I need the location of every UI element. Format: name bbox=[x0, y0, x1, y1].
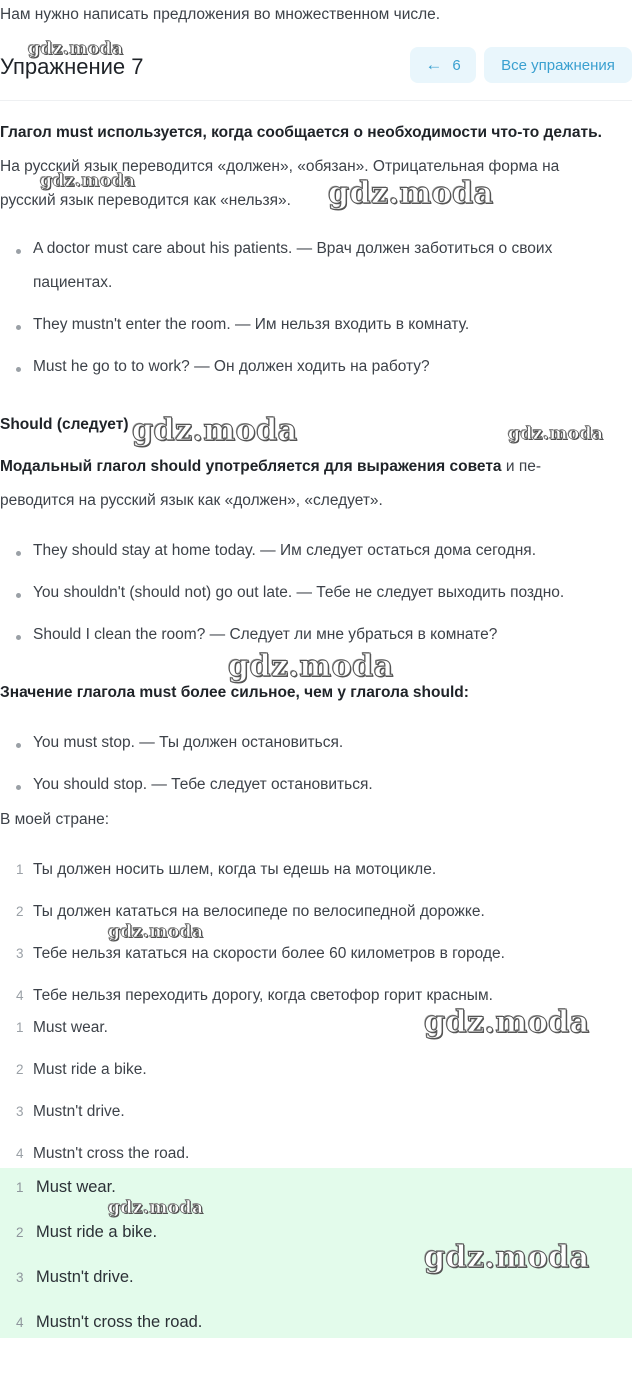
answer-item: 4 Mustn't cross the road. bbox=[16, 1145, 190, 1162]
watermark-logo: gdz.moda bbox=[508, 424, 604, 444]
intro-text: Нам нужно написать предложения во множественном числе. bbox=[0, 6, 441, 23]
all-exercises-label: Все упражнения bbox=[501, 56, 615, 74]
numbered-item: 2 Ты должен кататься на велосипеде по велосипедной дорожке. bbox=[16, 903, 485, 920]
must-rule-line3: русский язык переводится как «нельзя». bbox=[0, 192, 291, 209]
bullet-icon bbox=[16, 367, 21, 372]
list-item: You shouldn't (should not) go out late. — Тебе не следует выходить поздно. bbox=[16, 584, 564, 602]
watermark-logo: gdz.moda bbox=[108, 922, 204, 942]
list-item: A doctor must care about his patients. — Врач должен заботиться о своих bbox=[16, 240, 552, 258]
must-rule-bold: Глагол must используется, когда сообщается о необходимости что-то делать. bbox=[0, 124, 602, 141]
bullet-icon bbox=[16, 593, 21, 598]
watermark-logo: gdz.moda bbox=[228, 649, 394, 684]
should-rule: Модальный глагол should употребляется для выражения совета и пе- bbox=[0, 458, 541, 475]
watermark-logo: gdz.moda bbox=[40, 171, 136, 191]
page-title: Упражнение 7 bbox=[0, 54, 144, 79]
numbered-item: 3 Тебе нельзя кататься на скорости более 60 километров в городе. bbox=[16, 945, 505, 962]
watermark-logo: gdz.moda bbox=[328, 176, 494, 211]
list-item: You must stop. — Ты должен остановиться. bbox=[16, 734, 343, 752]
list-item: They mustn't enter the room. — Им нельзя входить в комнату. bbox=[16, 316, 469, 334]
compare-heading: Значение глагола must более сильное, чем у глагола should: bbox=[0, 684, 469, 701]
watermark-logo: gdz.moda bbox=[132, 413, 298, 448]
bullet-icon bbox=[16, 325, 21, 330]
answer-box-item: 1 Must wear. bbox=[16, 1178, 116, 1196]
answer-box-item: 3 Mustn't drive. bbox=[16, 1268, 134, 1286]
should-heading: Should (следует) bbox=[0, 416, 129, 433]
arrow-left-icon: ← bbox=[425, 55, 443, 74]
answer-item: 2 Must ride a bike. bbox=[16, 1061, 147, 1078]
prev-exercise-button[interactable] bbox=[410, 47, 476, 83]
watermark-logo: gdz.moda bbox=[424, 1240, 590, 1275]
watermark-logo: gdz.moda bbox=[28, 39, 124, 59]
prev-exercise-label: 6 bbox=[452, 56, 461, 74]
watermark-logo: gdz.moda bbox=[424, 1005, 590, 1040]
list-item: Must he go to to work? — Он должен ходить на работу? bbox=[16, 358, 430, 376]
watermark-logo: gdz.moda bbox=[108, 1198, 204, 1218]
numbered-item: 4 Тебе нельзя переходить дорогу, когда светофор горит красным. bbox=[16, 987, 493, 1004]
bullet-icon bbox=[16, 743, 21, 748]
bullet-icon bbox=[16, 551, 21, 556]
header-divider bbox=[0, 100, 632, 101]
numbered-item: 1 Ты должен носить шлем, когда ты едешь на мотоцикле. bbox=[16, 861, 437, 878]
should-rule-line2: реводится на русский язык как «должен», «следует». bbox=[0, 492, 383, 509]
bullet-icon bbox=[16, 635, 21, 640]
list-item: Should I clean the room? — Следует ли мне убраться в комнате? bbox=[16, 626, 497, 644]
bullet-icon bbox=[16, 785, 21, 790]
bullet-icon bbox=[16, 249, 21, 254]
list-item: You should stop. — Тебе следует остановиться. bbox=[16, 776, 373, 794]
list-item: They should stay at home today. — Им следует остаться дома сегодня. bbox=[16, 542, 536, 560]
country-label: В моей стране: bbox=[0, 811, 110, 828]
all-exercises-button[interactable] bbox=[484, 47, 632, 83]
answer-box-item: 2 Must ride a bike. bbox=[16, 1223, 158, 1241]
answer-box-item: 4 Mustn't cross the road. bbox=[16, 1313, 203, 1331]
must-rule-line2: На русский язык переводится «должен», «обязан». Отрицательная форма на bbox=[0, 158, 560, 175]
answer-item: 1 Must wear. bbox=[16, 1019, 108, 1036]
list-item-continuation: пациентах. bbox=[33, 274, 113, 291]
answer-item: 3 Mustn't drive. bbox=[16, 1103, 125, 1120]
